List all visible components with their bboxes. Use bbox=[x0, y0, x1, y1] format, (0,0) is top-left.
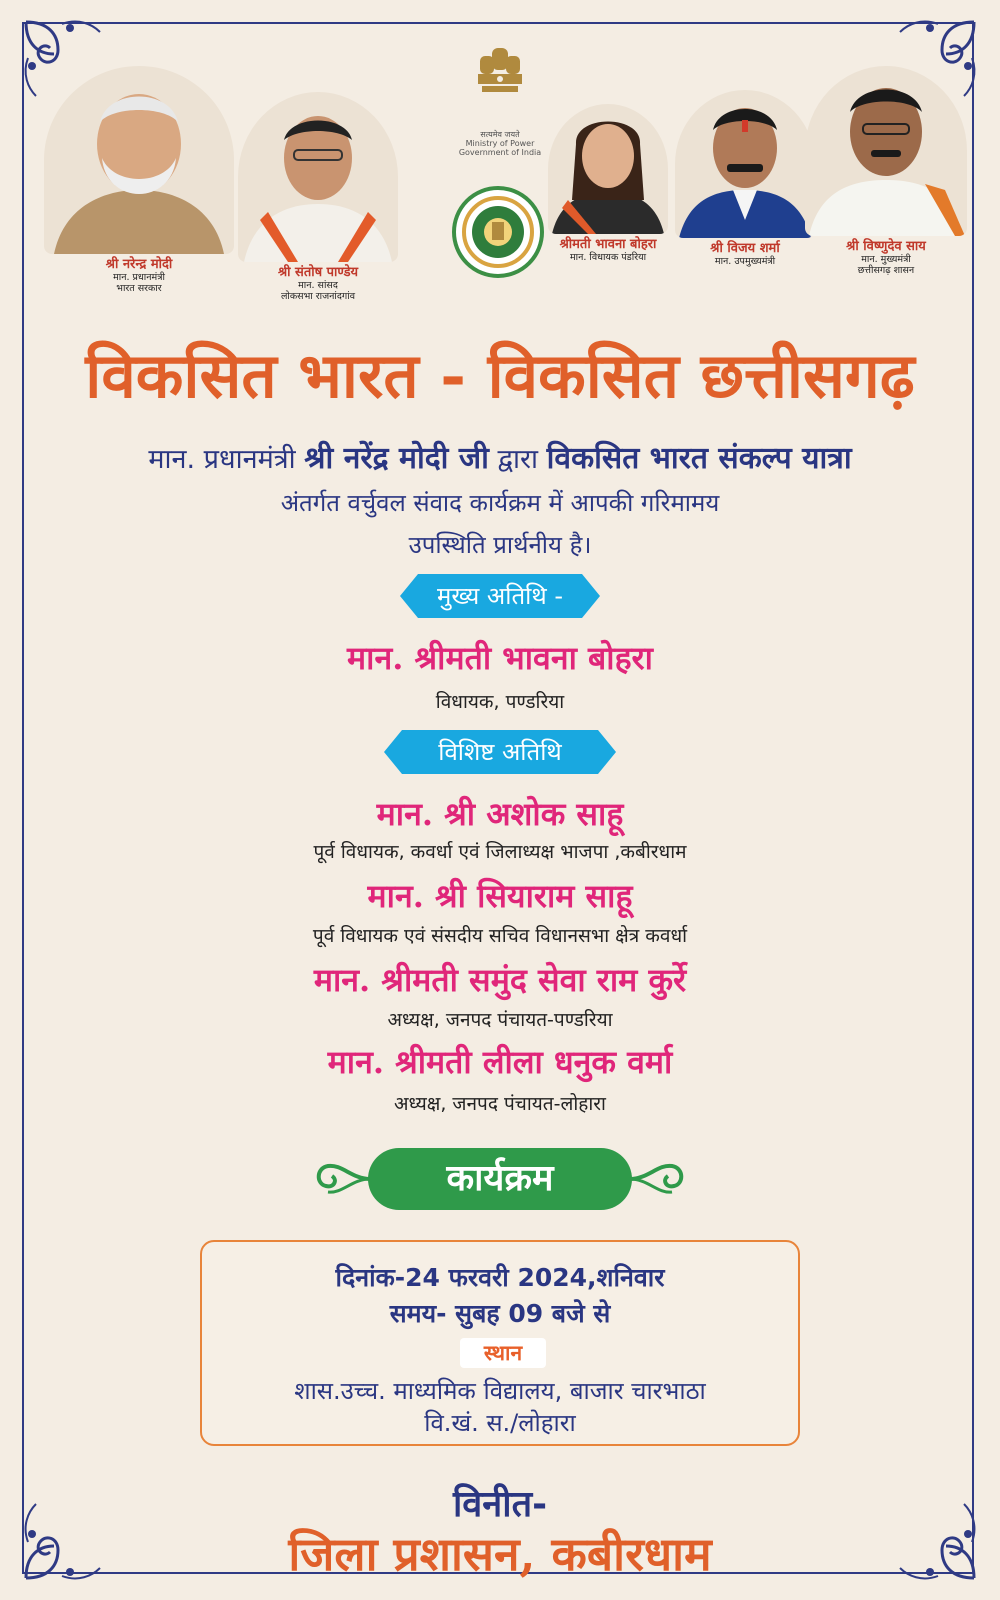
right-swirl-icon bbox=[628, 1158, 688, 1200]
emblem-motto: सत्यमेव जयते bbox=[480, 130, 520, 139]
issuing-office: जिला प्रशासन, कबीरधाम bbox=[288, 1527, 712, 1581]
chief-guest-desc: विधायक, पण्डरिया bbox=[435, 691, 565, 713]
leader-role: मान. उपमुख्यमंत्री bbox=[714, 256, 776, 267]
venue-label: स्थान bbox=[460, 1338, 546, 1368]
ministry-line2: Government of India bbox=[458, 148, 542, 158]
chhattisgarh-govt-seal bbox=[452, 186, 544, 278]
event-details-box bbox=[200, 1240, 800, 1446]
special-guest-desc: अध्यक्ष, जनपद पंचायत-पण्डरिया bbox=[387, 1009, 613, 1031]
leader-name: श्रीमती भावना बोहरा bbox=[559, 237, 657, 252]
leader-name: श्री विजय शर्मा bbox=[710, 241, 780, 256]
ashoka-emblem-icon bbox=[470, 42, 530, 126]
left-swirl-icon bbox=[312, 1158, 372, 1200]
invitation-line-2: अंतर्गत वर्चुवल संवाद कार्यक्रम में आपकी गरिमामय bbox=[280, 489, 720, 517]
leader-name: श्री संतोष पाण्डेय bbox=[277, 265, 359, 280]
leader-photo bbox=[548, 104, 668, 234]
program-banner: कार्यक्रम bbox=[368, 1148, 632, 1210]
leader-role: मान. विधायक पंडरिया bbox=[569, 252, 647, 263]
leader-name: श्री विष्णुदेव साय bbox=[846, 239, 926, 254]
leader-photo bbox=[238, 92, 398, 262]
leader-role: मान. सांसद bbox=[298, 280, 338, 291]
special-guest-desc: पूर्व विधायक, कवर्धा एवं जिलाध्यक्ष भाजपा ,कबीरधाम bbox=[313, 841, 687, 863]
invitation-line-1 bbox=[0, 436, 1000, 477]
special-guest-name: मान. श्रीमती समुंद सेवा राम कुर्रे bbox=[313, 961, 687, 999]
leader-role-sub: छत्तीसगढ़ शासन bbox=[857, 265, 915, 277]
vineet-label: विनीत- bbox=[452, 1484, 548, 1525]
leader-role-sub: लोकसभा राजनांदगांव bbox=[280, 291, 356, 303]
special-guest-desc: अध्यक्ष, जनपद पंचायत-लोहारा bbox=[394, 1093, 606, 1115]
state-seal-icon bbox=[456, 190, 540, 274]
leader-name: श्री नरेन्द्र मोदी bbox=[105, 257, 173, 272]
venue-line-1: शास.उच्च. माध्यमिक विद्यालय, बाजार चारभाठा bbox=[294, 1377, 706, 1405]
special-guest-name: मान. श्री अशोक साहू bbox=[376, 795, 624, 833]
invitation-line-3: उपस्थिति प्रार्थनीय है। bbox=[408, 531, 592, 559]
leader-role: मान. मुख्यमंत्री bbox=[861, 254, 911, 265]
leader-role-sub: भारत सरकार bbox=[116, 283, 162, 295]
pm-name: श्री नरेंद्र मोदी जी bbox=[304, 441, 489, 476]
ministry-line1: Ministry of Power bbox=[465, 139, 535, 149]
yatra-name: विकसित भारत संकल्प यात्रा bbox=[546, 441, 852, 476]
leader-5 bbox=[796, 66, 976, 277]
chief-guest-name: मान. श्रीमती भावना बोहरा bbox=[347, 639, 653, 677]
leader-photo bbox=[44, 66, 234, 254]
leader-1 bbox=[34, 66, 244, 295]
event-time: समय- सुबह 09 बजे से bbox=[389, 1299, 611, 1328]
chief-guest-label: मुख्य अतिथि - bbox=[418, 574, 582, 618]
leader-photo bbox=[805, 66, 967, 236]
headline: विकसित भारत - विकसित छत्तीसगढ़ bbox=[85, 339, 915, 412]
venue-line-2: वि.खं. स./लोहारा bbox=[424, 1409, 576, 1437]
pm-title: मान. प्रधानमंत्री bbox=[148, 444, 296, 475]
special-guest-desc: पूर्व विधायक एवं संसदीय सचिव विधानसभा क्षेत्र कवर्धा bbox=[312, 925, 688, 947]
leader-photo bbox=[675, 90, 815, 238]
by-word: द्वारा bbox=[497, 444, 539, 475]
event-date: दिनांक-24 फरवरी 2024,शनिवार bbox=[335, 1263, 665, 1292]
leader-2 bbox=[228, 92, 408, 303]
leader-3 bbox=[538, 104, 678, 263]
special-guest-name: मान. श्री सियाराम साहू bbox=[367, 877, 633, 915]
leader-role: मान. प्रधानमंत्री bbox=[113, 272, 165, 283]
special-guests-label: विशिष्ट अतिथि bbox=[402, 730, 598, 774]
national-emblem bbox=[458, 42, 542, 158]
special-guest-name: मान. श्रीमती लीला धनुक वर्मा bbox=[327, 1043, 673, 1081]
